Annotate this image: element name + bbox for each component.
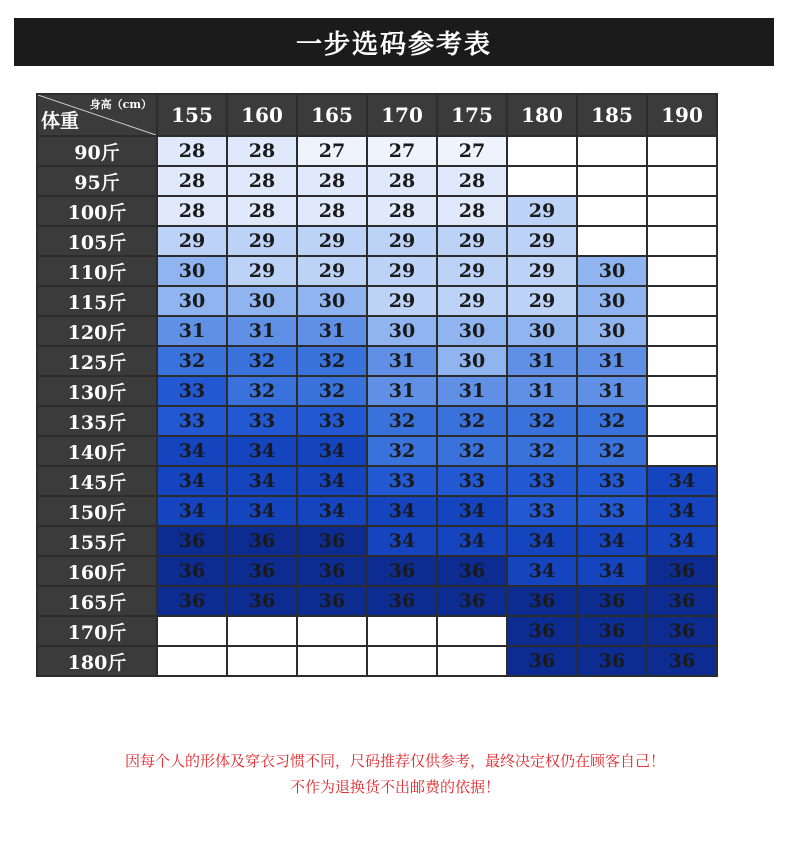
size-cell: 36	[437, 556, 507, 586]
weight-label: 165斤	[37, 586, 157, 616]
page-title: 一步选码参考表	[14, 18, 774, 66]
size-cell: 34	[157, 436, 227, 466]
size-cell	[647, 136, 717, 166]
size-cell: 34	[367, 526, 437, 556]
size-cell: 36	[507, 646, 577, 676]
size-cell: 29	[297, 226, 367, 256]
size-cell: 36	[577, 646, 647, 676]
disclaimer-line-1: 因每个人的形体及穿衣习惯不同，尺码推荐仅供参考，最终决定权仍在顾客自己！	[124, 752, 665, 770]
size-cell: 30	[157, 256, 227, 286]
table-row	[37, 196, 717, 226]
table-row	[37, 406, 717, 436]
table-row	[37, 166, 717, 196]
table-row	[37, 586, 717, 616]
table-row	[37, 556, 717, 586]
size-cell: 33	[437, 466, 507, 496]
size-cell: 33	[507, 466, 577, 496]
size-cell: 32	[227, 346, 297, 376]
size-cell: 28	[437, 196, 507, 226]
table-row	[37, 286, 717, 316]
size-cell: 32	[297, 376, 367, 406]
size-cell: 28	[227, 196, 297, 226]
size-cell: 32	[227, 376, 297, 406]
size-cell: 31	[437, 376, 507, 406]
size-cell: 34	[157, 466, 227, 496]
table-row	[37, 436, 717, 466]
size-cell: 29	[507, 196, 577, 226]
size-cell: 34	[297, 466, 367, 496]
size-cell: 33	[297, 406, 367, 436]
weight-axis-label: 体重	[41, 110, 80, 132]
size-cell: 28	[367, 196, 437, 226]
table-row	[37, 346, 717, 376]
size-cell: 32	[367, 406, 437, 436]
table-row	[37, 616, 717, 646]
size-cell: 30	[437, 316, 507, 346]
weight-label: 145斤	[37, 466, 157, 496]
size-cell: 36	[367, 586, 437, 616]
size-cell: 34	[577, 556, 647, 586]
size-cell: 29	[367, 226, 437, 256]
size-cell: 30	[437, 346, 507, 376]
size-cell: 34	[297, 496, 367, 526]
table-row	[37, 496, 717, 526]
size-cell: 29	[367, 286, 437, 316]
size-cell: 34	[437, 496, 507, 526]
size-cell: 36	[647, 646, 717, 676]
size-cell: 29	[227, 256, 297, 286]
size-cell: 34	[647, 526, 717, 556]
size-cell: 28	[227, 136, 297, 166]
size-cell: 34	[647, 496, 717, 526]
size-cell: 36	[297, 556, 367, 586]
size-cell: 29	[507, 286, 577, 316]
size-cell	[507, 136, 577, 166]
table-row	[37, 526, 717, 556]
size-chart-body	[37, 136, 717, 676]
size-cell: 36	[507, 586, 577, 616]
weight-label: 125斤	[37, 346, 157, 376]
size-cell	[157, 616, 227, 646]
weight-label: 115斤	[37, 286, 157, 316]
size-cell: 29	[297, 256, 367, 286]
size-cell: 36	[157, 556, 227, 586]
size-cell: 31	[367, 376, 437, 406]
size-cell: 31	[367, 346, 437, 376]
size-cell	[577, 166, 647, 196]
size-cell: 32	[157, 346, 227, 376]
size-cell: 36	[577, 616, 647, 646]
weight-label: 140斤	[37, 436, 157, 466]
size-cell: 34	[367, 496, 437, 526]
size-cell: 29	[507, 226, 577, 256]
size-cell: 28	[157, 136, 227, 166]
size-cell: 32	[507, 436, 577, 466]
height-axis-label: 身高（cm）	[89, 98, 152, 111]
size-cell: 27	[297, 136, 367, 166]
height-header-170: 170	[367, 94, 437, 136]
size-cell: 36	[647, 556, 717, 586]
weight-label: 110斤	[37, 256, 157, 286]
weight-label: 130斤	[37, 376, 157, 406]
weight-label: 90斤	[37, 136, 157, 166]
size-cell: 30	[507, 316, 577, 346]
size-cell: 32	[507, 406, 577, 436]
size-cell: 36	[227, 556, 297, 586]
size-cell: 29	[157, 226, 227, 256]
size-cell: 36	[577, 586, 647, 616]
size-cell: 36	[297, 526, 367, 556]
size-cell: 30	[577, 286, 647, 316]
height-header-180: 180	[507, 94, 577, 136]
size-cell: 33	[577, 466, 647, 496]
size-cell: 30	[577, 256, 647, 286]
size-cell: 29	[227, 226, 297, 256]
size-cell: 28	[297, 166, 367, 196]
size-cell	[227, 616, 297, 646]
size-cell	[367, 616, 437, 646]
size-cell: 27	[437, 136, 507, 166]
height-header-185: 185	[577, 94, 647, 136]
size-cell: 32	[577, 436, 647, 466]
size-cell	[577, 196, 647, 226]
size-cell: 34	[577, 526, 647, 556]
table-row	[37, 226, 717, 256]
size-cell: 31	[507, 376, 577, 406]
size-cell: 32	[577, 406, 647, 436]
size-cell: 33	[367, 466, 437, 496]
size-cell	[647, 256, 717, 286]
weight-label: 135斤	[37, 406, 157, 436]
size-cell	[297, 646, 367, 676]
size-cell: 36	[227, 586, 297, 616]
size-cell: 32	[297, 346, 367, 376]
size-cell: 36	[507, 616, 577, 646]
weight-label: 150斤	[37, 496, 157, 526]
weight-label: 160斤	[37, 556, 157, 586]
size-cell: 30	[577, 316, 647, 346]
size-cell: 29	[507, 256, 577, 286]
size-cell: 31	[157, 316, 227, 346]
disclaimer-line-2: 不作为退换货不出邮费的依据！	[289, 778, 500, 796]
size-cell	[437, 616, 507, 646]
size-cell: 31	[507, 346, 577, 376]
size-cell: 36	[157, 586, 227, 616]
size-cell: 29	[437, 226, 507, 256]
size-cell	[647, 166, 717, 196]
size-cell: 33	[577, 496, 647, 526]
weight-label: 155斤	[37, 526, 157, 556]
size-cell: 36	[647, 586, 717, 616]
size-cell: 32	[437, 406, 507, 436]
size-cell: 34	[507, 526, 577, 556]
size-cell: 34	[647, 466, 717, 496]
size-cell: 36	[297, 586, 367, 616]
size-cell	[647, 406, 717, 436]
size-cell: 34	[507, 556, 577, 586]
weight-label: 95斤	[37, 166, 157, 196]
size-cell	[647, 346, 717, 376]
size-cell: 30	[367, 316, 437, 346]
size-cell: 33	[157, 406, 227, 436]
size-cell	[577, 226, 647, 256]
size-cell: 34	[297, 436, 367, 466]
size-cell: 31	[577, 376, 647, 406]
weight-label: 100斤	[37, 196, 157, 226]
size-cell: 32	[437, 436, 507, 466]
size-cell: 29	[367, 256, 437, 286]
size-cell: 36	[157, 526, 227, 556]
size-cell: 36	[437, 586, 507, 616]
size-cell: 30	[227, 286, 297, 316]
height-header-190: 190	[647, 94, 717, 136]
size-cell: 28	[227, 166, 297, 196]
size-cell: 27	[367, 136, 437, 166]
height-header-160: 160	[227, 94, 297, 136]
table-row	[37, 136, 717, 166]
table-row	[37, 256, 717, 286]
size-cell: 29	[437, 256, 507, 286]
size-cell: 28	[297, 196, 367, 226]
size-cell	[647, 286, 717, 316]
size-cell	[647, 196, 717, 226]
size-cell	[227, 646, 297, 676]
table-row	[37, 646, 717, 676]
size-cell: 34	[227, 436, 297, 466]
size-cell	[647, 436, 717, 466]
size-cell: 33	[507, 496, 577, 526]
size-cell: 31	[227, 316, 297, 346]
size-cell: 36	[367, 556, 437, 586]
size-cell: 29	[437, 286, 507, 316]
size-cell: 28	[157, 196, 227, 226]
weight-label: 120斤	[37, 316, 157, 346]
size-cell	[507, 166, 577, 196]
size-cell: 28	[437, 166, 507, 196]
size-cell: 30	[297, 286, 367, 316]
size-cell: 34	[227, 496, 297, 526]
table-row	[37, 376, 717, 406]
size-cell	[367, 646, 437, 676]
weight-label: 105斤	[37, 226, 157, 256]
size-cell: 34	[437, 526, 507, 556]
table-row	[37, 466, 717, 496]
size-cell: 34	[157, 496, 227, 526]
size-cell: 32	[367, 436, 437, 466]
size-cell	[647, 376, 717, 406]
height-header-155: 155	[157, 94, 227, 136]
size-cell: 36	[227, 526, 297, 556]
size-cell: 34	[227, 466, 297, 496]
size-cell: 31	[577, 346, 647, 376]
size-cell	[157, 646, 227, 676]
weight-label: 170斤	[37, 616, 157, 646]
size-cell	[577, 136, 647, 166]
size-cell: 33	[227, 406, 297, 436]
size-cell: 31	[297, 316, 367, 346]
size-cell	[437, 646, 507, 676]
height-header-175: 175	[437, 94, 507, 136]
corner-header	[37, 94, 157, 136]
size-cell	[297, 616, 367, 646]
size-cell	[647, 226, 717, 256]
size-cell: 28	[367, 166, 437, 196]
height-header-165: 165	[297, 94, 367, 136]
size-chart-table	[36, 93, 718, 677]
size-cell	[647, 316, 717, 346]
size-cell: 36	[647, 616, 717, 646]
weight-label: 180斤	[37, 646, 157, 676]
size-cell: 30	[157, 286, 227, 316]
table-row	[37, 316, 717, 346]
size-cell: 33	[157, 376, 227, 406]
height-header-row	[37, 94, 717, 136]
size-cell: 28	[157, 166, 227, 196]
